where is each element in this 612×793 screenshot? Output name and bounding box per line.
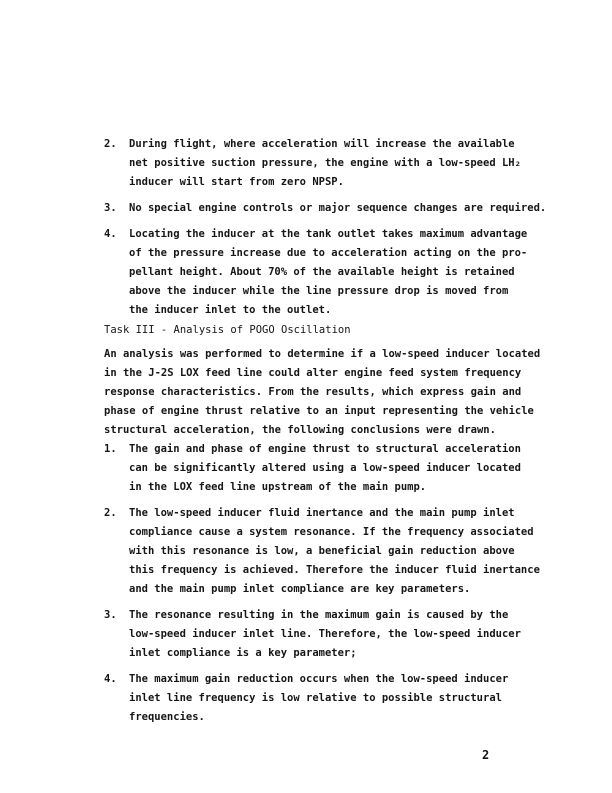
task-heading: Task III - Analysis of POGO Oscillation — [104, 324, 351, 336]
item-line: and the main pump inlet compliance are key parameters. — [129, 583, 471, 595]
intro-line: An analysis was performed to determine if a low-speed inducer located — [104, 348, 541, 360]
list-item — [0, 606, 540, 663]
item-line: above the inducer while the line pressure drop is moved from — [129, 285, 509, 297]
item-line: The gain and phase of engine thrust to structural acceleration — [129, 443, 521, 455]
item-line: inlet compliance is a key parameter; — [129, 647, 357, 659]
item-line: in the LOX feed line upstream of the main pump. — [129, 481, 427, 493]
item-line: the inducer inlet to the outlet. — [129, 304, 332, 316]
item-line: The maximum gain reduction occurs when the low-speed inducer — [129, 673, 509, 685]
item-line: net positive suction pressure, the engine with a low-speed LH₂ — [129, 157, 521, 169]
list-item — [0, 440, 540, 497]
item-line: The low-speed inducer fluid inertance and the main pump inlet — [129, 507, 515, 519]
intro-line: phase of engine thrust relative to an input representing the vehicle — [104, 405, 534, 417]
item-number: 2. — [104, 138, 117, 150]
conclusions-list-top — [0, 135, 546, 320]
item-line: pellant height. About 70% of the available height is retained — [129, 266, 515, 278]
item-number: 1. — [104, 443, 117, 455]
item-line: low-speed inducer inlet line. Therefore, the low-speed inducer — [129, 628, 521, 640]
list-item — [0, 670, 540, 727]
item-line: inlet line frequency is low relative to possible structural — [129, 692, 502, 704]
item-line: frequencies. — [129, 711, 205, 723]
item-number: 4. — [104, 673, 117, 685]
list-item — [0, 199, 546, 218]
list-item — [0, 135, 546, 192]
page-number: 2 — [482, 748, 490, 762]
item-line: with this resonance is low, a beneficial gain reduction above — [129, 545, 515, 557]
list-item — [0, 504, 540, 599]
intro-line: structural acceleration, the following conclusions were drawn. — [104, 424, 496, 436]
item-line: The resonance resulting in the maximum gain is caused by the — [129, 609, 509, 621]
intro-line: in the J-2S LOX feed line could alter engine feed system frequency — [104, 367, 522, 379]
conclusions-list-bottom — [0, 440, 540, 727]
intro-paragraph — [104, 345, 540, 440]
item-number: 4. — [104, 228, 117, 240]
item-line: Locating the inducer at the tank outlet takes maximum advantage — [129, 228, 528, 240]
item-number: 2. — [104, 507, 117, 519]
item-line: of the pressure increase due to acceleration acting on the pro- — [129, 247, 528, 259]
intro-line: response characteristics. From the results, which express gain and — [104, 386, 522, 398]
item-line: compliance cause a system resonance. If the frequency associated — [129, 526, 534, 538]
item-line: During flight, where acceleration will increase the available — [129, 138, 515, 150]
item-line: can be significantly altered using a low-speed inducer located — [129, 462, 521, 474]
item-line: No special engine controls or major sequence changes are required. — [129, 202, 547, 214]
item-number: 3. — [104, 202, 117, 214]
item-line: inducer will start from zero NPSP. — [129, 176, 344, 188]
item-number: 3. — [104, 609, 117, 621]
item-line: this frequency is achieved. Therefore the inducer fluid inertance — [129, 564, 540, 576]
list-item — [0, 225, 546, 320]
